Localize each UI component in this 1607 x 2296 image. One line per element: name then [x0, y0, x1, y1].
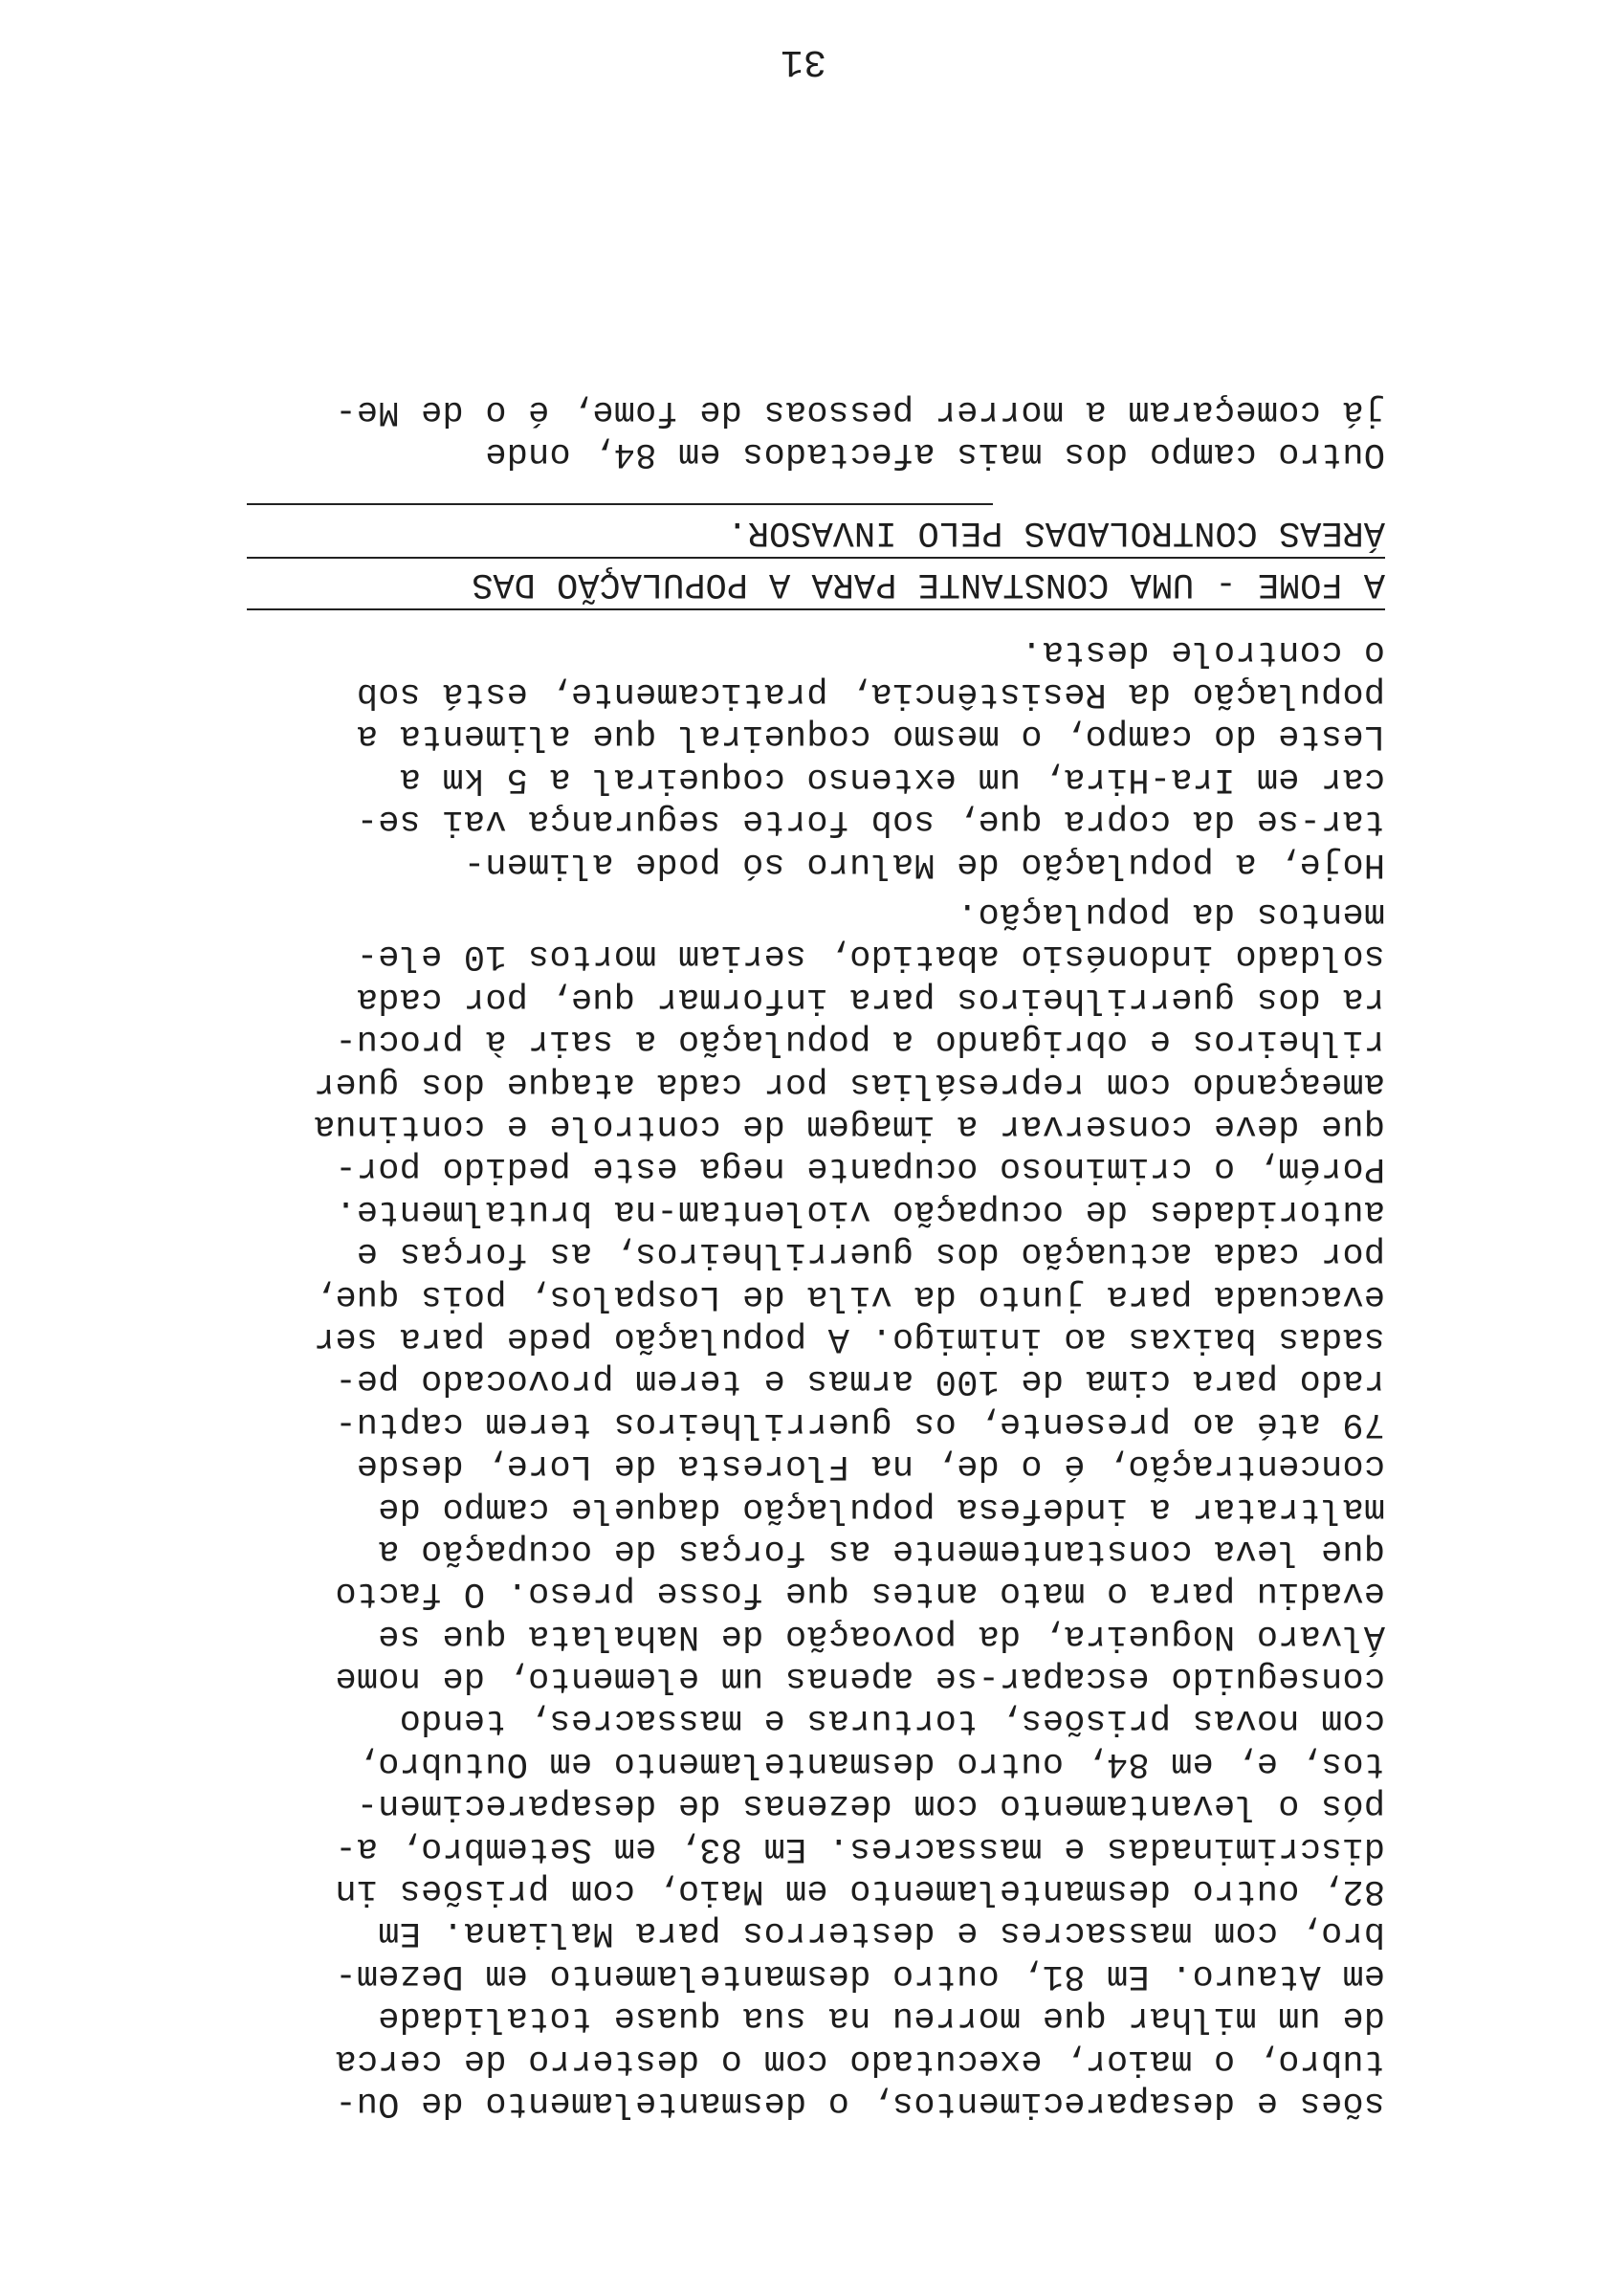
- text-line: conseguido escapar-se apenas um elemento, de nome: [335, 1658, 1385, 1699]
- text-line: de um milhar que morreu na sua quase totalidade: [378, 1998, 1385, 2039]
- paragraph-3: [209, 390, 1385, 475]
- heading-rule-top: [247, 608, 1385, 610]
- text-line: evacuada para junto da vila de Lospalos, pois que,: [313, 1275, 1385, 1316]
- text-line: soldado indonésio abatido, seriam mortos 10 ele-: [356, 936, 1385, 977]
- text-line: Outro campo dos mais afectados em 84, onde: [485, 433, 1385, 475]
- heading-line-1: A FOME - UMA CONSTANTE PARA A POPULAÇÃO DAS: [472, 563, 1385, 605]
- text-line: em Atauro. Em 81, outro desmantelamento em Dezem-: [335, 1954, 1385, 1996]
- text-line: tubro, o maior, executado com o desterro de cerca: [335, 2040, 1385, 2081]
- text-line: maltratar a indefesa população daquele campo de: [378, 1488, 1385, 1529]
- text-line: que leva constantemente as forças de ocupação a: [378, 1530, 1385, 1571]
- text-line: Leste do campo, o mesmo coqueiral que alimenta a: [356, 716, 1385, 757]
- text-line: Porém, o criminoso ocupante nega este pedido por-: [335, 1148, 1385, 1189]
- text-line: Hoje, a população de Maluro só pode alimen-: [463, 843, 1385, 884]
- text-line: rilheiros e obrigando a população a sair à procu-: [335, 1021, 1385, 1062]
- text-line: ra dos guerrilheiros para informar que, por cada: [356, 978, 1385, 1019]
- text-line: autoridades de ocupação violentam-na brutalmente.: [335, 1190, 1385, 1231]
- paragraph-1: [209, 893, 1385, 2124]
- text-line: sadas baixas ao inimigo. A população pede para ser: [313, 1317, 1385, 1358]
- text-line: 79 até ao presente, os guerrilheiros terem captu-: [335, 1402, 1385, 1444]
- text-line: evadiu para o mato antes que fosse preso. O facto: [335, 1573, 1385, 1614]
- text-line: que deve conservar a imagem de controle e continua: [313, 1106, 1385, 1147]
- text-line: bro, com massacres e desterros para Maliana. Em: [378, 1912, 1385, 1954]
- text-line: por cada actuação dos guerrilheiros, as forças e: [356, 1233, 1385, 1274]
- page-number: 31: [781, 39, 827, 82]
- text-line: pós o levantamento com dezenas de desaparecimen-: [356, 1785, 1385, 1826]
- heading-rule-middle: [247, 557, 1385, 559]
- text-line: ameaçando com represálias por cada ataque dos guer: [313, 1063, 1385, 1104]
- text-line: o controle desta.: [1021, 630, 1385, 672]
- text-line: discriminadas e massacres. Em 83, em Setembro, a-: [335, 1827, 1385, 1868]
- text-line: car em Ira-Hira, um extenso coqueiral a 5 km a: [399, 758, 1385, 799]
- text-line: tos, e, em 84, outro desmantelamento em Outubro,: [356, 1742, 1385, 1783]
- text-line: com novas prisões, torturas e massacres, tendo: [399, 1700, 1385, 1741]
- text-line: já começaram a morrer pessoas de fome, é o de Me-: [335, 390, 1385, 431]
- text-line: tar-se da copra que, sob forte segurança vai se-: [356, 801, 1385, 842]
- text-line: rado para cima de 100 armas e terem provocado pe-: [335, 1360, 1385, 1402]
- paragraph-2: [209, 629, 1385, 884]
- heading-line-2: ÁREAS CONTROLADAS PELO INVASOR.: [726, 512, 1385, 553]
- text-line: 82, outro desmantelamento em Maio, com prisões in: [335, 1870, 1385, 1911]
- text-line: concentração, é o de, na Floresta de Lore, desde: [356, 1446, 1385, 1487]
- text-line: Álvaro Nogueira, da povoação de Nahalata que se: [378, 1615, 1385, 1656]
- text-column: [209, 390, 1385, 2124]
- heading-rule-bottom: [247, 503, 993, 505]
- section-heading: [247, 503, 1385, 610]
- text-line: população da Resistência, praticamente, está sob: [356, 673, 1385, 715]
- text-line: sões e desaparecimentos, o desmantelamento de Ou-: [335, 2083, 1385, 2123]
- text-line: mentos da população.: [956, 894, 1385, 935]
